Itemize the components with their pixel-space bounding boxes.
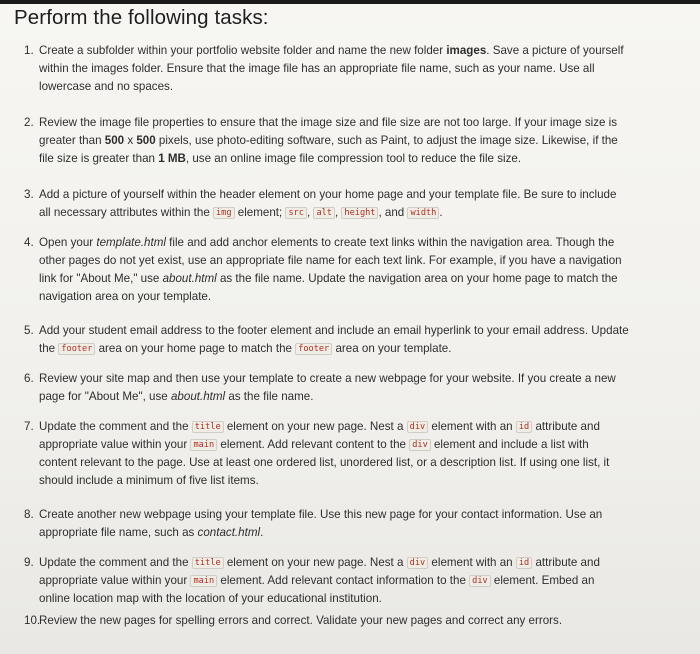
task-text: [39, 612, 687, 630]
task-line: [39, 572, 687, 590]
text-run: Update the comment and the: [39, 556, 192, 569]
task-line: [39, 524, 687, 542]
task-text: [39, 114, 687, 168]
text-run: . Save a picture of yourself: [486, 44, 624, 57]
task-line: [39, 234, 687, 252]
task-item: [0, 554, 690, 608]
task-item: [0, 42, 690, 96]
bold-text: images: [446, 44, 487, 57]
task-text: [39, 234, 687, 306]
top-edge-bar: [0, 0, 700, 4]
task-line: [39, 270, 687, 288]
task-line: [39, 186, 687, 204]
task-item: [0, 114, 690, 168]
text-run: element with an: [428, 556, 516, 569]
text-run: attribute and: [532, 420, 600, 433]
task-line: [39, 132, 687, 150]
text-run: Create a subfolder within your portfolio website folder and name the new folder: [39, 44, 447, 57]
code-keyword: footer: [58, 343, 95, 355]
code-keyword: footer: [295, 343, 332, 355]
code-keyword: div: [407, 421, 429, 433]
code-keyword: height: [341, 207, 378, 219]
text-run: the: [39, 342, 59, 355]
code-keyword: title: [192, 557, 224, 569]
task-text: [39, 506, 687, 542]
task-text: [39, 554, 687, 608]
task-line: [39, 288, 687, 306]
task-line: [39, 418, 687, 436]
text-run: area on your home page to match the: [95, 342, 296, 355]
code-keyword: id: [516, 421, 532, 433]
task-text: [39, 186, 687, 222]
task-number: 9.: [24, 556, 34, 569]
task-line: [39, 340, 687, 358]
italic-text: contact.html: [197, 526, 261, 539]
task-text: [39, 322, 687, 358]
task-item: [0, 186, 690, 222]
text-run: all necessary attributes within the: [39, 206, 213, 219]
task-line: [39, 322, 687, 340]
text-run: appropriate value within your: [39, 438, 191, 451]
text-run: element with an: [428, 420, 516, 433]
task-number: 1.: [24, 44, 34, 57]
task-line: [39, 454, 687, 472]
text-run: appropriate value within your: [39, 574, 191, 587]
text-run: element and include a list with: [430, 438, 589, 451]
text-run: , use an online image file compression tool to reduce the file size.: [185, 152, 522, 165]
bold-text: 500: [136, 134, 156, 147]
code-keyword: id: [516, 557, 532, 569]
text-run: .: [439, 206, 443, 219]
text-run: file and add anchor elements to create text links within the navigation area. Though the: [165, 236, 615, 249]
text-run: within the images folder. Ensure that the image file has an appropriate file name, such as your name. Use all: [39, 62, 595, 75]
task-number: 6.: [24, 372, 34, 385]
code-keyword: div: [469, 575, 491, 587]
text-run: Review the image file properties to ensure that the image size and file size are not too large. If your image size is: [39, 116, 618, 129]
italic-text: template.html: [96, 236, 166, 249]
text-run: online location map with the location of your educational institution.: [39, 592, 382, 605]
task-line: [39, 114, 687, 132]
task-line: [39, 388, 687, 406]
task-line: [39, 204, 687, 222]
task-line: [39, 590, 687, 608]
text-run: , and: [378, 206, 408, 219]
task-line: [39, 60, 687, 78]
text-run: appropriate file name, such as: [39, 526, 198, 539]
text-run: as the file name. Update the navigation area on your home page to match the: [216, 272, 618, 285]
code-keyword: width: [407, 207, 439, 219]
text-run: as the file name.: [225, 390, 314, 403]
text-run: navigation area on your template.: [39, 290, 212, 303]
code-keyword: div: [407, 557, 429, 569]
text-run: element on your new page. Nest a: [223, 556, 407, 569]
task-line: [39, 252, 687, 270]
text-run: Create another new webpage using your template file. Use this new page for your contact information. Use an: [39, 508, 603, 521]
task-number: 8.: [24, 508, 34, 521]
bold-text: 1 MB: [158, 152, 186, 165]
task-line: [39, 436, 687, 454]
task-line: [39, 42, 687, 60]
task-line: [39, 506, 687, 524]
task-text: [39, 370, 687, 406]
text-run: .: [260, 526, 264, 539]
task-item: [0, 418, 690, 490]
text-run: should include a minimum of five list items.: [39, 474, 259, 487]
task-text: [39, 418, 687, 490]
text-run: content relevant to the page. Use at least one ordered list, unordered list, or a description list. If using one list, it: [39, 456, 610, 469]
task-line: [39, 554, 687, 572]
task-number: 4.: [24, 236, 34, 249]
page-title: Perform the following tasks:: [14, 6, 269, 29]
text-run: greater than: [39, 134, 105, 147]
task-number: 7.: [24, 420, 34, 433]
text-run: element. Add relevant content to the: [217, 438, 410, 451]
text-run: ,: [306, 206, 314, 219]
text-run: Update the comment and the: [39, 420, 192, 433]
code-keyword: src: [285, 207, 307, 219]
task-line: [39, 612, 687, 630]
task-text: [39, 42, 687, 96]
text-run: link for "About Me," use: [39, 272, 163, 285]
text-run: element;: [234, 206, 286, 219]
task-item: [0, 370, 690, 406]
code-keyword: title: [192, 421, 224, 433]
code-keyword: div: [409, 439, 431, 451]
text-run: Review your site map and then use your template to create a new webpage for your website. If you create a new: [39, 372, 616, 385]
code-keyword: img: [213, 207, 235, 219]
code-keyword: main: [190, 439, 217, 451]
italic-text: about.html: [170, 390, 226, 403]
text-run: Open your: [39, 236, 97, 249]
text-run: pixels, use photo-editing software, such as Paint, to adjust the image size. Likewise, if the: [155, 134, 618, 147]
text-run: element. Embed an: [490, 574, 595, 587]
text-run: Add a picture of yourself within the header element on your home page and your template file. Be sure to include: [39, 188, 617, 201]
code-keyword: main: [190, 575, 217, 587]
code-keyword: alt: [313, 207, 335, 219]
bold-text: 500: [104, 134, 125, 147]
task-item: [0, 234, 690, 306]
task-number: 2.: [24, 116, 34, 129]
text-run: Review the new pages for spelling errors and correct. Validate your new pages and correct any errors.: [39, 614, 563, 627]
text-run: attribute and: [532, 556, 600, 569]
text-run: file size is greater than: [39, 152, 159, 165]
task-item: [0, 506, 690, 542]
italic-text: about.html: [162, 272, 217, 285]
task-line: [39, 370, 687, 388]
text-run: ,: [334, 206, 342, 219]
task-line: [39, 472, 687, 490]
task-line: [39, 78, 687, 96]
text-run: element. Add relevant contact information to the: [217, 574, 470, 587]
task-number: 3.: [24, 188, 34, 201]
text-run: other pages do not yet exist, use an appropriate file name for each text link. For example, if you have a navigation: [39, 254, 622, 267]
task-number: 5.: [24, 324, 34, 337]
task-line: [39, 150, 687, 168]
text-run: element on your new page. Nest a: [223, 420, 407, 433]
text-run: lowercase and no spaces.: [39, 80, 174, 93]
text-run: Add your student email address to the footer element and include an email hyperlink to your email address. Update: [39, 324, 629, 337]
task-item: [0, 322, 690, 358]
text-run: x: [124, 134, 137, 147]
text-run: page for "About Me", use: [39, 390, 171, 403]
task-item: [0, 612, 690, 630]
text-run: area on your template.: [332, 342, 452, 355]
task-number: 10.: [24, 614, 41, 627]
